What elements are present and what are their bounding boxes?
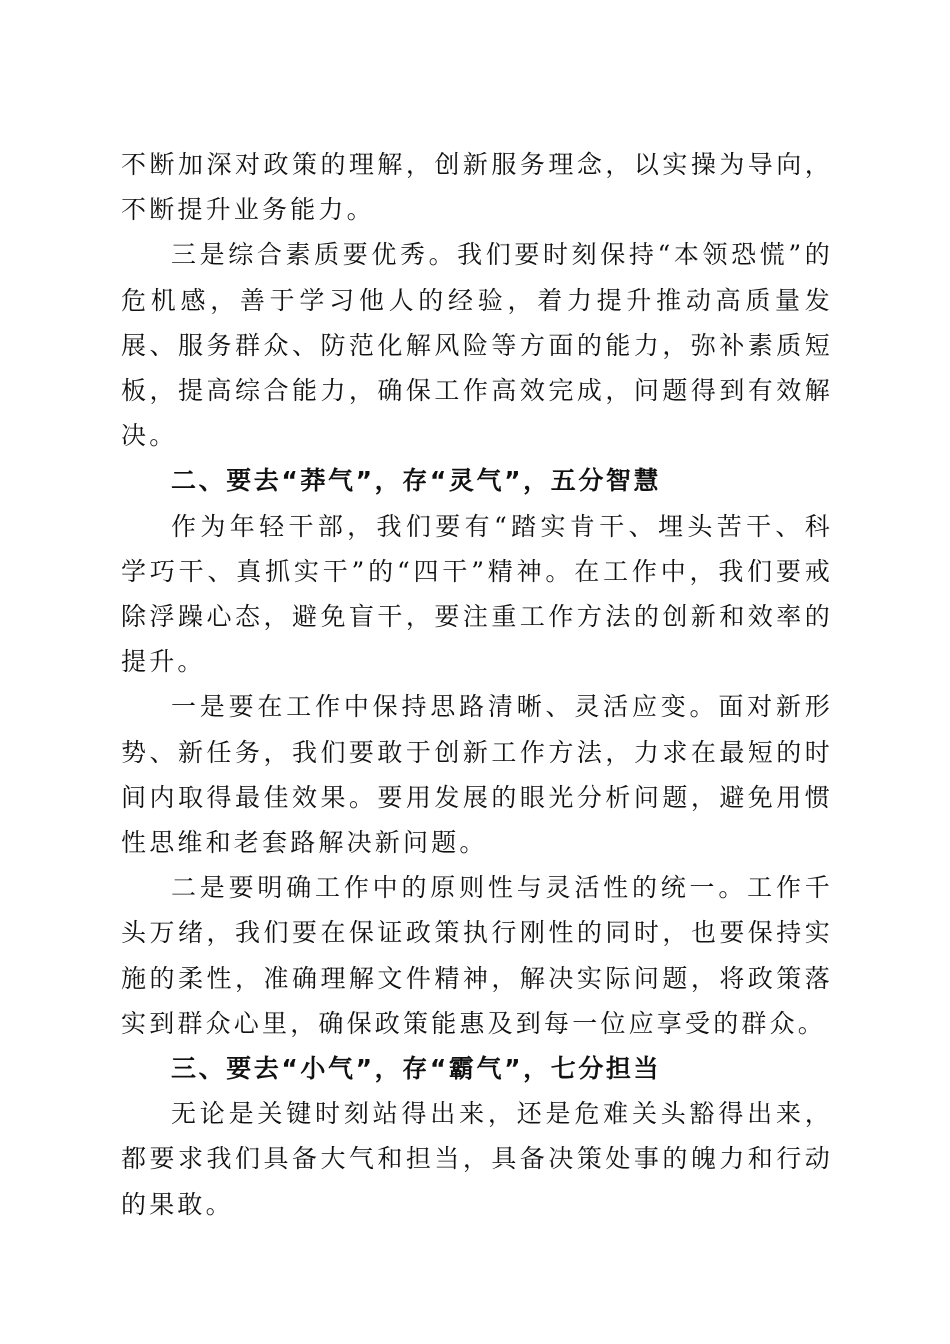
document-body [121, 142, 833, 1227]
paragraph-principle-flexibility: 二是要明确工作中的原则性与灵活性的统一。工作千头万绪，我们要在保证政策执行刚性的同时，也要保持实施的柔性，准确理解文件精神，解决实际问题，将政策落实到群众心里，确保政策能惠及到每一位应享受的群众。 [121, 873, 833, 1038]
paragraph-comprehensive-quality: 三是综合素质要优秀。我们要时刻保持“本领恐慌”的危机感，善于学习他人的经验，着力提升推动高质量发展、服务群众、防范化解风险等方面的能力，弥补素质短板，提高综合能力，确保工作高效完成，问题得到有效解决。 [121, 240, 833, 451]
section-heading-3: 三、要去“小气”，存“霸气”，七分担当 [171, 1054, 662, 1084]
paragraph-responsibility: 无论是关键时刻站得出来，还是危难关头豁得出来，都要求我们具备大气和担当，具备决策处事的魄力和行动的果敢。 [121, 1099, 833, 1219]
paragraph-continued: 不断加深对政策的理解，创新服务理念，以实操为导向，不断提升业务能力。 [121, 150, 833, 225]
paragraph-clear-thinking: 一是要在工作中保持思路清晰、灵活应变。面对新形势、新任务，我们要敢于创新工作方法，力求在最短的时间内取得最佳效果。要用发展的眼光分析问题，避免用惯性思维和老套路解决新问题。 [121, 692, 833, 858]
section-heading-2: 二、要去“莽气”，存“灵气”，五分智慧 [171, 466, 662, 496]
paragraph-young-cadres: 作为年轻干部，我们要有“踏实肯干、埋头苦干、科学巧干、真抓实干”的“四干”精神。在工作中，我们要戒除浮躁心态，避免盲干，要注重工作方法的创新和效率的提升。 [121, 511, 833, 677]
